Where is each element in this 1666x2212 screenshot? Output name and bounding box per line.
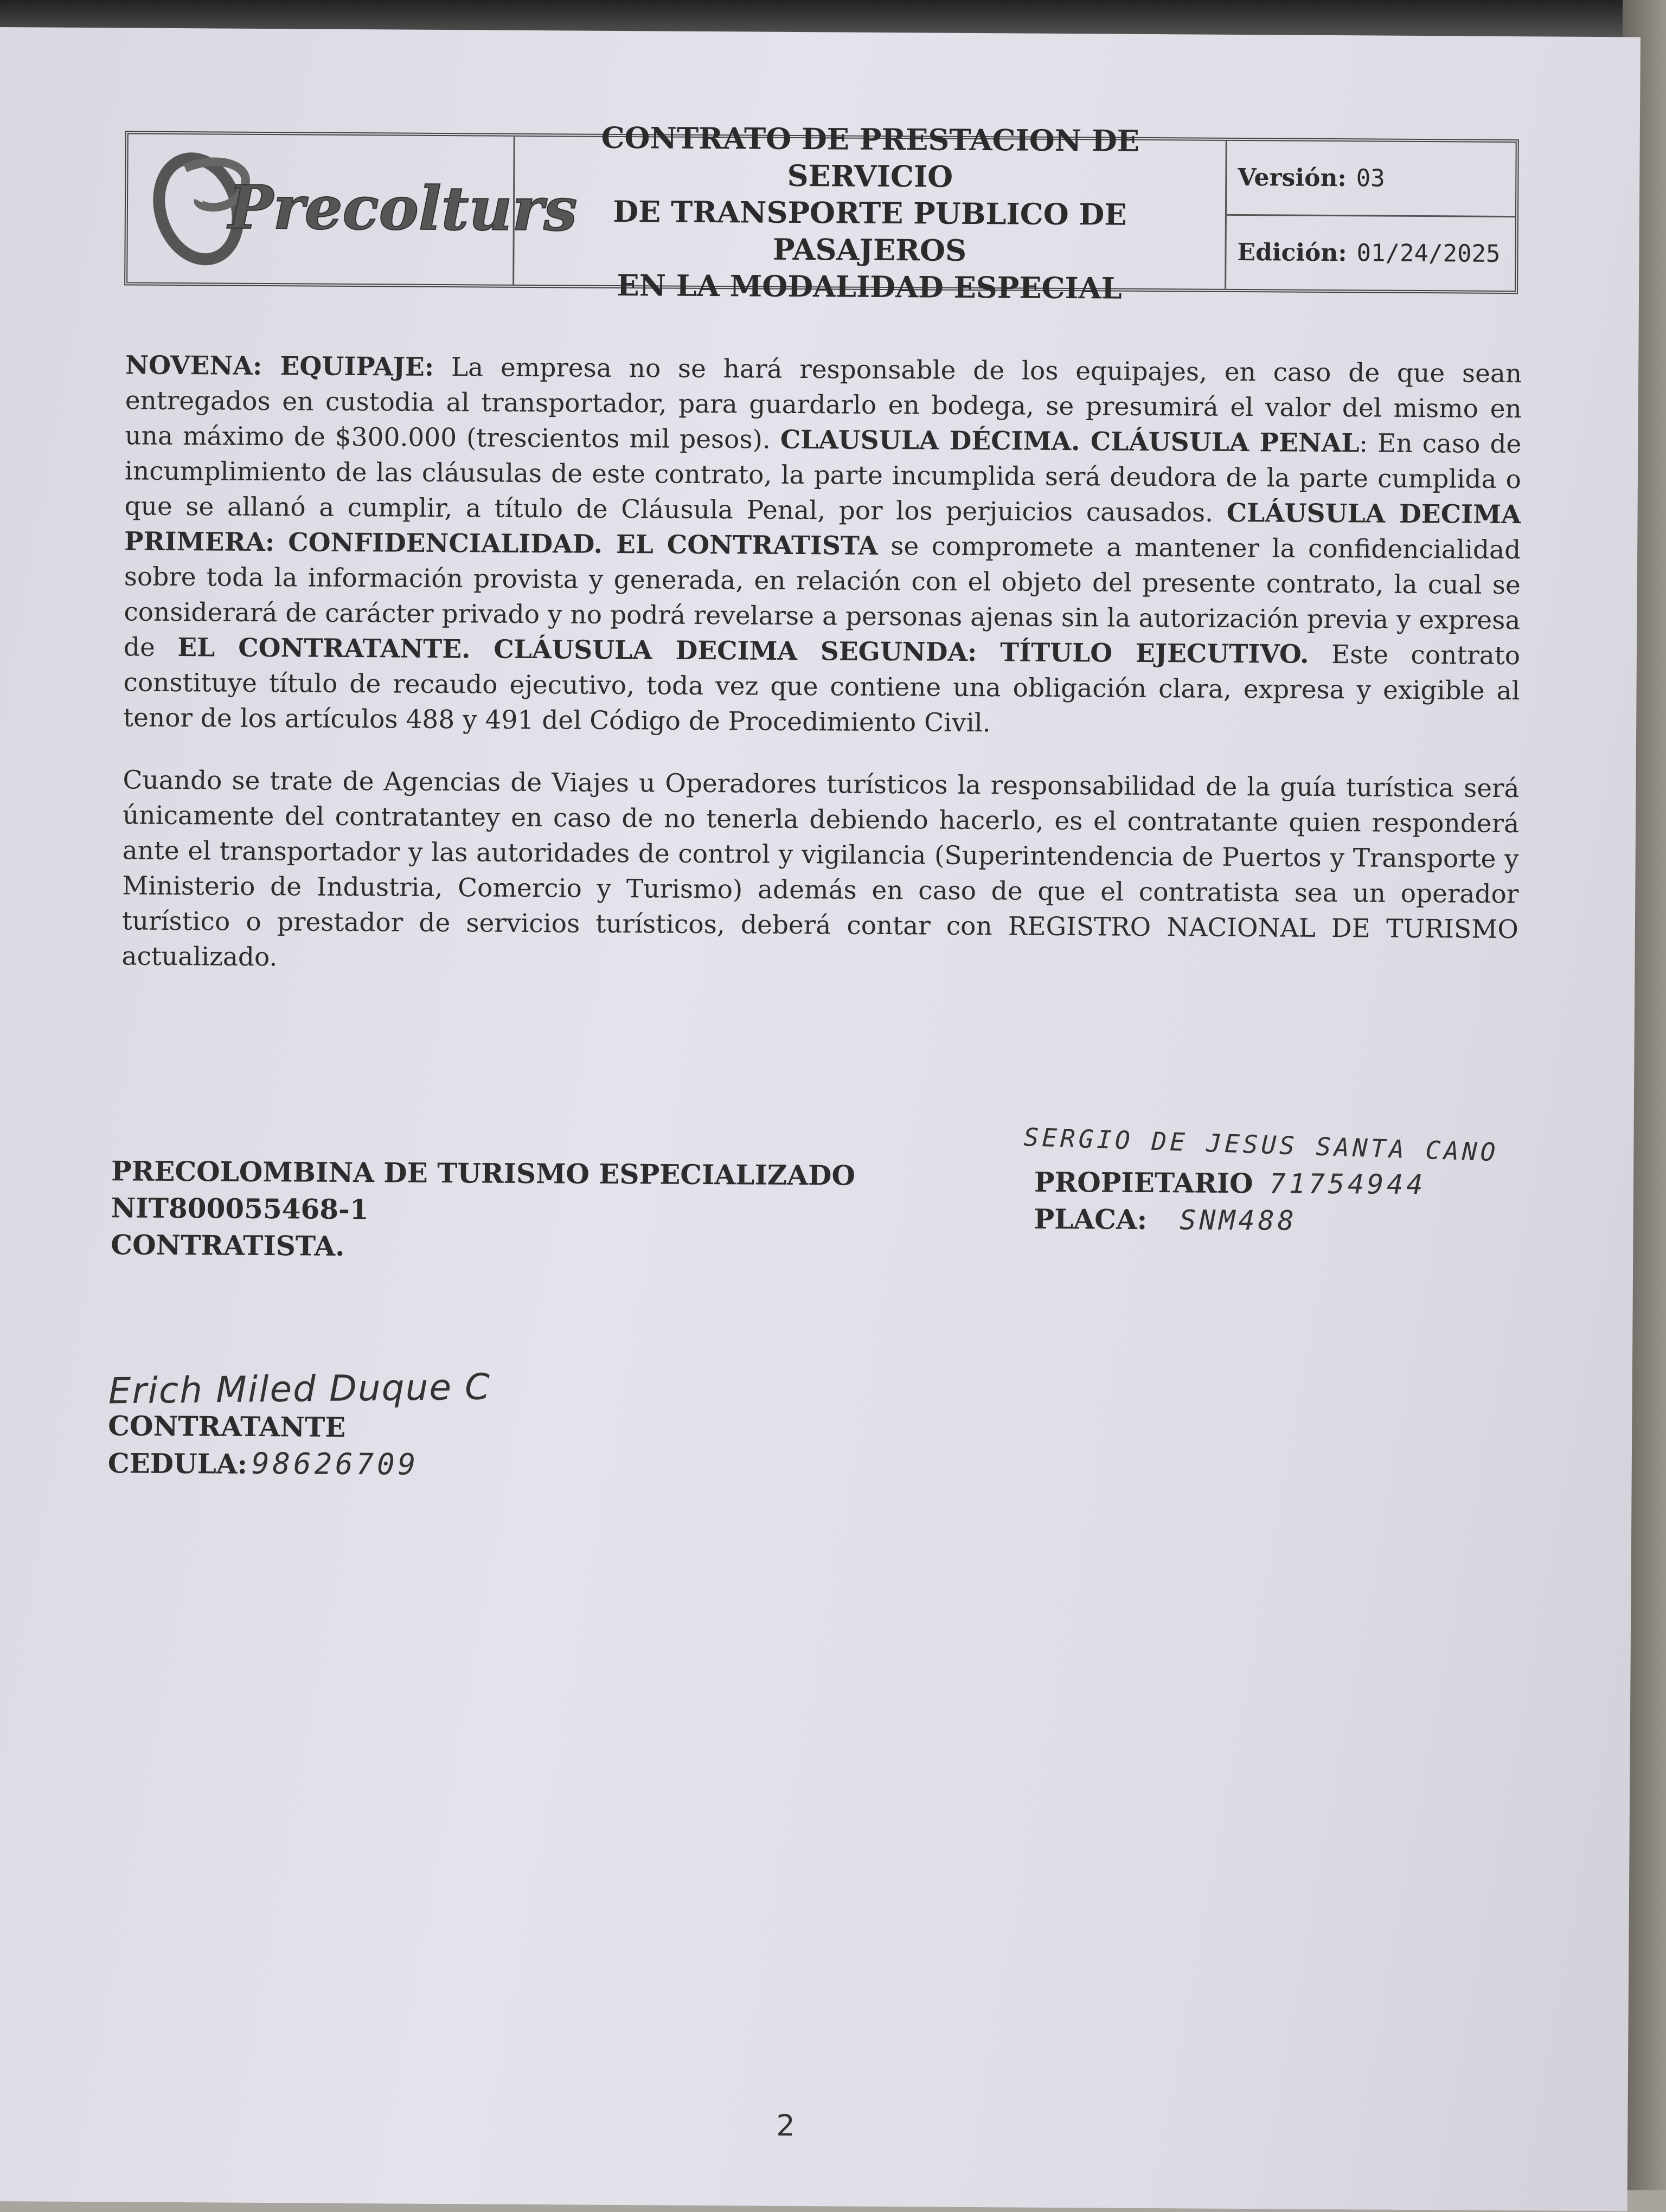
- novena-text: La empresa no se hará responsable de los equipajes, en caso de que sean entregados en custodia al transportador, para guardarlo en bodega, se presumirá el valor del mismo en una máximo de $300.000 (trescientos mil pesos).: [125, 352, 1522, 455]
- document-page: [0, 27, 1641, 2211]
- placa-row: [1034, 1201, 1426, 1240]
- propietario-block: [1034, 1164, 1426, 1240]
- contratista-role: CONTRATISTA.: [111, 1229, 345, 1262]
- meta-cell: [1226, 141, 1516, 291]
- clauses-paragraph: [123, 348, 1522, 744]
- propietario-handwritten-id: 71754944: [1269, 1168, 1426, 1201]
- propietario-handwritten-name: SERGIO DE JESUS SANTA CANO: [1023, 1122, 1500, 1167]
- placa-label: PLACA:: [1034, 1203, 1148, 1236]
- edition-value: 01/24/2025: [1356, 239, 1501, 268]
- cedula-handwritten: 98626709: [251, 1446, 419, 1482]
- svg-text:Precolturs: Precolturs: [228, 172, 578, 245]
- cedula-row: [108, 1444, 419, 1484]
- decima-primera-text: se compromete a mantener la confidencialidad sobre toda la información provista y generada, en relación con el objeto del presente contrato, la cual se considerará de carácter privado y no podrá revelarse a personas ajenas sin la autorización previa y expresa de: [123, 531, 1521, 663]
- contratista-company: PRECOLOMBINA DE TURISMO ESPECIALIZADO: [111, 1155, 856, 1192]
- decima-primera-heading: CLÁUSULA DECIMA PRIMERA: CONFIDENCIALIDAD. EL CONTRATISTA: [124, 498, 1521, 561]
- version-label: Versión:: [1238, 163, 1347, 192]
- contratante-block: [108, 1407, 419, 1484]
- contratista-block: [111, 1153, 855, 1268]
- page-number: 2: [776, 2108, 795, 2143]
- edition-row: [1226, 214, 1515, 291]
- decima-text: : En caso de incumplimiento de las cláusulas de este contrato, la parte incumplida será deudora de la parte cumplida o que se allanó a cumplir, a título de Cláusula Penal, por los perjuicios causados.: [124, 428, 1522, 528]
- propietario-label: PROPIETARIO: [1034, 1166, 1253, 1200]
- decima-heading: CLAUSULA DÉCIMA. CLÁUSULA PENAL: [780, 425, 1360, 459]
- title-line-1: CONTRATO DE PRESTACION DE SERVICIO: [601, 120, 1140, 194]
- title-line-2: DE TRANSPORTE PUBLICO DE PASAJEROS: [613, 194, 1127, 268]
- edition-label: Edición:: [1237, 238, 1347, 267]
- cedula-label: CEDULA:: [107, 1447, 248, 1480]
- decima-segunda-heading: EL CONTRATANTE. CLÁUSULA DECIMA SEGUNDA: TÍTULO EJECUTIVO.: [177, 633, 1309, 670]
- logo-cell: [127, 134, 578, 284]
- placa-handwritten: SNM488: [1180, 1204, 1297, 1237]
- propietario-row: [1034, 1164, 1426, 1203]
- version-value: 03: [1356, 164, 1385, 192]
- contratista-nit: NIT800055468-1: [111, 1192, 369, 1226]
- company-logo: [146, 146, 578, 273]
- contratante-label: CONTRATANTE: [108, 1410, 346, 1443]
- version-row: [1227, 141, 1516, 216]
- document-header: [124, 120, 1519, 306]
- title-line-3: EN LA MODALIDAD ESPECIAL: [617, 267, 1122, 306]
- novena-heading: NOVENA: EQUIPAJE:: [125, 350, 434, 382]
- contratante-handwritten-name: Erich Miled Duque C: [108, 1366, 491, 1412]
- document-title: [514, 120, 1227, 306]
- decima-segunda-text: Este contrato constituye título de recaudo ejecutivo, toda vez que contiene una obligación clara, expresa y exigible al tenor de los artículos 488 y 491 del Código de Procedimiento Civil.: [123, 639, 1521, 738]
- agencias-paragraph: Cuando se trate de Agencias de Viajes u Operadores turísticos la responsabilidad de la guía turística será únicamente del contratantey en caso de no tenerla debiendo hacerlo, es el contratante quien responderá ante el transportador y las autoridades de control y vigilancia (Superintendencia de Puertos y Transporte y Ministerio de Industria, Comercio y Turismo) además en caso de que el contratista sea un operador turístico o prestador de servicios turísticos, deberá contar con REGISTRO NACIONAL DE TURISMO actualizado.: [121, 765, 1520, 973]
